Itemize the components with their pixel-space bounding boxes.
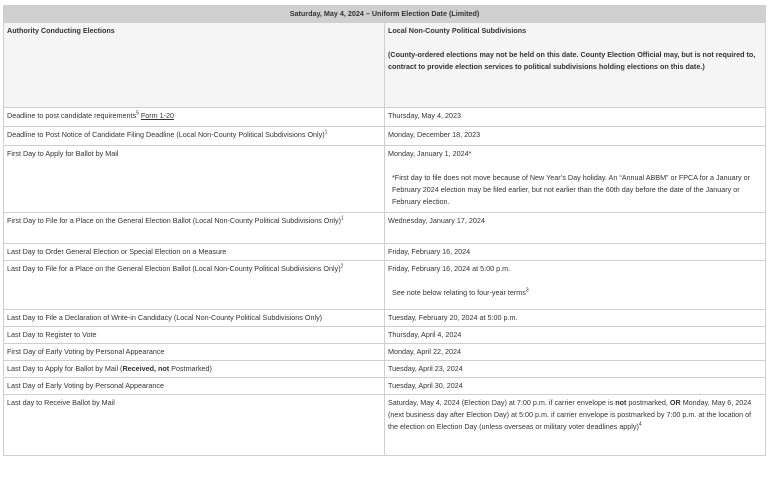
table-row bbox=[4, 146, 766, 213]
row-date: Tuesday, April 30, 2024 bbox=[385, 378, 766, 395]
row-note bbox=[388, 287, 762, 299]
table-row bbox=[4, 395, 766, 456]
row-label: Last Day to File a Declaration of Write-in Candidacy (Local Non-County Political Subdivisions Only) bbox=[4, 310, 385, 327]
header-subdivisions bbox=[385, 23, 766, 108]
footnote-ref[interactable]: 2 bbox=[340, 263, 344, 270]
row-label-text: Last Day to File for a Place on the General Election Ballot (Local Non-County Political Subdivisions Only) bbox=[7, 264, 341, 273]
row-label-emphasis: Received, not bbox=[122, 364, 170, 373]
row-note: *First day to file does not move because of New Year’s Day holiday. An “Annual ABBM” or FPCA for a January or February 2024 election may be filed earlier, but not earlier than the 60th day before the date of the January or February election. bbox=[392, 173, 750, 206]
table-row bbox=[4, 327, 766, 344]
footnote-ref[interactable]: 5 bbox=[136, 110, 139, 117]
table-row bbox=[4, 213, 766, 244]
row-date: Monday, December 18, 2023 bbox=[385, 127, 766, 146]
row-label: Last day to Receive Ballot by Mail bbox=[4, 395, 385, 456]
row-label-text: Deadline to post candidate requirements bbox=[7, 111, 137, 120]
row-label-text: Deadline to Post Notice of Candidate Filing Deadline (Local Non-County Political Subdivisions Only) bbox=[7, 130, 325, 139]
footnote-ref[interactable]: 3 bbox=[525, 287, 529, 294]
row-label: First Day of Early Voting by Personal Appearance bbox=[4, 344, 385, 361]
row-label bbox=[4, 127, 385, 146]
row-date-text: Monday, January 1, 2024* bbox=[388, 149, 472, 158]
row-date-text: Saturday, May 4, 2024 (Election Day) at 7:00 p.m. if carrier envelope is bbox=[388, 398, 616, 407]
header-authority bbox=[4, 23, 385, 108]
row-note-text: See note below relating to four-year terms bbox=[392, 288, 526, 297]
row-label-text: First Day to File for a Place on the General Election Ballot (Local Non-County Political Subdivisions Only) bbox=[7, 216, 341, 225]
row-date: Monday, April 22, 2024 bbox=[385, 344, 766, 361]
table-row bbox=[4, 244, 766, 261]
election-calendar-table bbox=[3, 5, 766, 456]
row-label: Last Day to Order General Election or Special Election on a Measure bbox=[4, 244, 385, 261]
footnote-ref[interactable]: 1 bbox=[324, 129, 328, 136]
table-row bbox=[4, 310, 766, 327]
table-header-row bbox=[4, 23, 766, 108]
row-date: Tuesday, April 23, 2024 bbox=[385, 361, 766, 378]
row-date: Thursday, April 4, 2024 bbox=[385, 327, 766, 344]
table-row bbox=[4, 261, 766, 310]
table-row bbox=[4, 108, 766, 127]
row-date: Wednesday, January 17, 2024 bbox=[385, 213, 766, 244]
row-date-text: postmarked, bbox=[626, 398, 670, 407]
row-date: Thursday, May 4, 2023 bbox=[385, 108, 766, 127]
row-date-emphasis: not bbox=[615, 398, 627, 407]
table-caption: Saturday, May 4, 2024 – Uniform Election Date (Limited) bbox=[4, 6, 766, 23]
row-label: Last Day to Register to Vote bbox=[4, 327, 385, 344]
row-date: Friday, February 16, 2024 bbox=[385, 244, 766, 261]
row-label bbox=[4, 108, 385, 127]
row-date-text: Friday, February 16, 2024 at 5:00 p.m. bbox=[388, 264, 511, 273]
row-date bbox=[385, 395, 766, 456]
form-link[interactable]: Form 1-20 bbox=[140, 111, 174, 120]
header-authority-label: Authority Conducting Elections bbox=[7, 26, 115, 35]
row-date-text: Monday, May 6, 2024 (next business day after Election Day) at 5:00 p.m. if carrier envelope is postmarked by 7:00 p.m. at the location of the election on Election Day (unless overseas or military voter deadlines apply) bbox=[388, 398, 752, 431]
row-label: First Day to Apply for Ballot by Mail bbox=[4, 146, 385, 213]
row-date-emphasis: OR bbox=[669, 398, 681, 407]
row-label-text: Postmarked) bbox=[169, 364, 212, 373]
table-row bbox=[4, 361, 766, 378]
row-label bbox=[4, 261, 385, 310]
table-caption-row bbox=[4, 6, 766, 23]
header-subdivisions-note: (County-ordered elections may not be held on this date. County Election Official may, but is not required to, contract to provide election services to political subdivisions holding elections on this date.) bbox=[388, 50, 756, 71]
row-label bbox=[4, 213, 385, 244]
header-subdivisions-label: Local Non-County Political Subdivisions bbox=[388, 26, 527, 35]
footnote-ref[interactable]: 4 bbox=[638, 421, 642, 428]
table-row bbox=[4, 344, 766, 361]
table-row bbox=[4, 127, 766, 146]
row-date bbox=[385, 146, 766, 213]
row-label bbox=[4, 361, 385, 378]
row-date: Tuesday, February 20, 2024 at 5:00 p.m. bbox=[385, 310, 766, 327]
row-date bbox=[385, 261, 766, 310]
row-label-text: Last Day to Apply for Ballot by Mail ( bbox=[7, 364, 123, 373]
table-row bbox=[4, 378, 766, 395]
row-label: Last Day of Early Voting by Personal Appearance bbox=[4, 378, 385, 395]
footnote-ref[interactable]: 1 bbox=[340, 215, 344, 222]
